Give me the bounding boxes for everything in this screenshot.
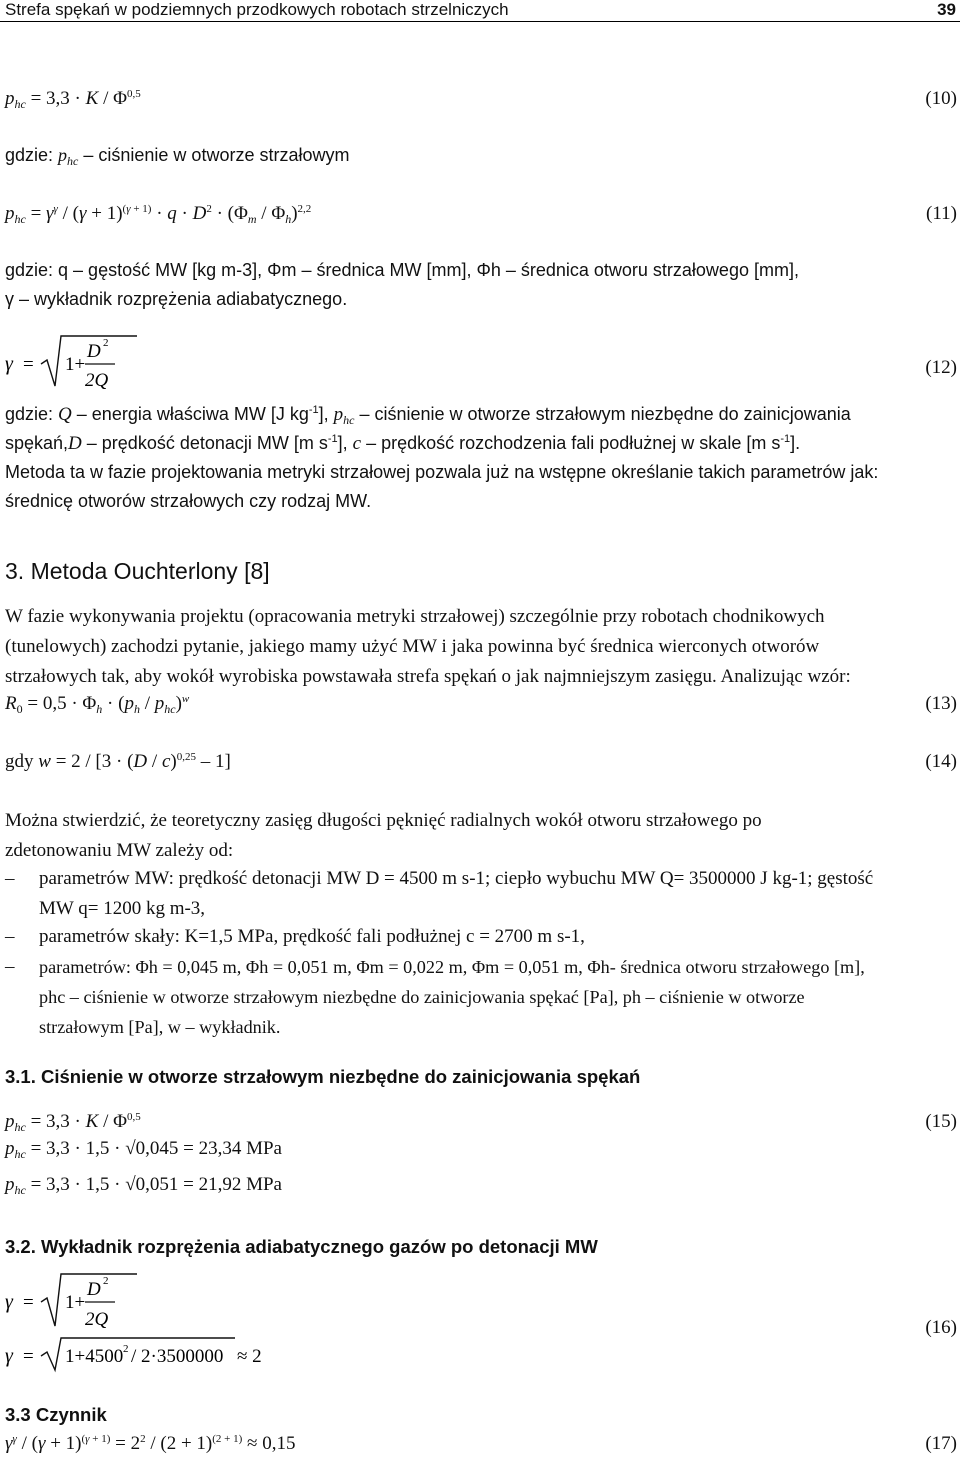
definitions-eq12-line2: spękań,D – prędkość detonacji MW [m $s^{-1}$], c – prędkość rozchodzenia fali podłużnej w skale [m $s^{-1}$]. — [5, 433, 801, 454]
section-3-line1: W fazie wykonywania projektu (opracowania metryki strzałowej) szczególnie przy robotach chodnikowych — [5, 606, 825, 627]
equation-16-formula — [5, 1270, 305, 1380]
svg-text:/ 2·3500000: / 2·3500000 — [131, 1346, 224, 1367]
list-item-3-line3: strzałowym [Pa], w – wykładnik. — [39, 1017, 281, 1037]
svg-text:D: D — [87, 1279, 101, 1300]
equation-15-body: $p_{hc} = 3,3 \cdot K / \Phi^{0,5}$ — [5, 1111, 141, 1134]
conclusion-paragraph — [5, 806, 957, 866]
list-item-3-line1: parametrów: Φh = 0,045 m, Φh = 0,051 m, Φm = 0,022 m, Φm = 0,051 m, Φh- średnica otworu strzałowego [m], — [39, 957, 865, 977]
equation-15-result-1: = 3,3 · 1,5 · √0,045 = 23,34 MPa — [30, 1138, 282, 1159]
svg-text:1+: 1+ — [65, 1292, 86, 1313]
conclusion-line1: Można stwierdzić, że teoretyczny zasięg długości pęknięć radialnych wokół otworu strzałowego po — [5, 810, 762, 831]
svg-text:γ: γ — [5, 1345, 13, 1367]
section-3-2-heading: 3.2. Wykładnik rozprężenia adiabatycznego gazów po detonacji MW — [5, 1236, 598, 1257]
svg-text:=: = — [23, 354, 34, 375]
svg-text:2: 2 — [103, 337, 109, 349]
running-header — [0, 0, 960, 22]
equation-10-body: $p_{hc} = 3,3 \cdot K / \Phi^{0,5}$ — [5, 88, 141, 111]
svg-text:1+4500: 1+4500 — [65, 1346, 124, 1367]
section-3-3-heading: 3.3 Czynnik — [5, 1404, 107, 1425]
section-3-heading: 3. Metoda Ouchterlony [8] — [5, 558, 270, 584]
equation-15-calc-2: $p_{hc} = 3,3 \cdot 1,5 \cdot √0,051 = 21,92$ MPa — [5, 1174, 282, 1197]
svg-text:γ: γ — [5, 1291, 13, 1313]
svg-text:≈ 2: ≈ 2 — [237, 1346, 262, 1367]
svg-text:1+: 1+ — [65, 354, 86, 375]
definitions-eq12-line4: średnicę otworów strzałowych czy rodzaj MW. — [5, 491, 372, 511]
conclusion-line2: zdetonowaniu MW zależy od: — [5, 840, 234, 861]
definitions-eq12-line3: Metoda ta w fazie projektowania metryki strzałowej pozwala już na wstępne określanie takich parametrów jak: — [5, 462, 879, 482]
definitions-eq11-line1: gdzie: q – gęstość MW [kg m-3], Φm – średnica MW [mm], Φh – średnica otworu strzałowego [mm], — [5, 260, 799, 280]
equation-11-body: $p_{hc} = \gamma^\gamma / (\gamma + 1)^{(\gamma + 1)} \cdot q \cdot D^2 \cdot (\Phi_m / \Phi_h)^{2,2}$ — [5, 203, 312, 226]
definition-phc: gdzie: $p_{hc}$ – ciśnienie w otworze strzałowym — [5, 145, 350, 168]
section-3-line2: (tunelowych) zachodzi pytanie, jakiego mamy użyć MW i jaka powinna być średnica wierconych otworów — [5, 636, 820, 657]
equation-14 — [5, 748, 957, 776]
equation-14-body: gdy w = 2 / [3 · (D / c)$^{0,25}$ – 1] — [5, 751, 231, 772]
equation-10-number: (10) — [925, 88, 957, 109]
list-item-1-line2: MW q= 1200 kg m-3, — [39, 898, 206, 919]
equation-15 — [5, 1108, 957, 1136]
definitions-eq12 — [5, 400, 957, 516]
equation-13-body: $R_0 = 0,5 \cdot \Phi_h \cdot (p_h / p_{hc})^w$ — [5, 693, 190, 716]
parameter-list — [5, 864, 957, 1044]
equation-16 — [5, 1270, 957, 1380]
section-3-line3: strzałowych tak, aby wokół wyrobiska powstawała strefa spękań o jak najmniejszym zasięgu. Analizując wzór: — [5, 666, 851, 687]
equation-16-number: (16) — [925, 1317, 957, 1338]
equation-13-number: (13) — [925, 693, 957, 714]
svg-text:2Q: 2Q — [85, 1309, 109, 1330]
section-3-paragraph — [5, 602, 957, 692]
equation-15-calc-1: $p_{hc} = 3,3 \cdot 1,5 \cdot √0,045 = 23,34$ MPa — [5, 1138, 282, 1161]
equation-15-number: (15) — [925, 1111, 957, 1132]
svg-text:D: D — [87, 341, 101, 362]
list-dash: – — [5, 956, 15, 977]
equation-15-result-2: = 3,3 · 1,5 · √0,051 = 21,92 MPa — [30, 1174, 282, 1195]
definitions-eq11 — [5, 256, 957, 314]
definitions-eq12-line1: gdzie: Q – energia właściwa MW [J $kg^{-1}$], $p_{hc}$ – ciśnienie w otworze strzałowym niezbędne do zainicjowania — [5, 404, 851, 427]
list-dash: – — [5, 868, 15, 889]
svg-text:=: = — [23, 1346, 34, 1367]
header-rule — [0, 21, 960, 22]
svg-text:2Q: 2Q — [85, 370, 109, 391]
equation-10 — [5, 85, 957, 113]
svg-text:γ: γ — [5, 353, 13, 375]
equation-11 — [5, 200, 957, 228]
svg-text:=: = — [23, 1292, 34, 1313]
equation-11-number: (11) — [926, 203, 957, 224]
svg-text:2: 2 — [103, 1275, 109, 1287]
equation-14-number: (14) — [925, 751, 957, 772]
section-3-1-heading: 3.1. Ciśnienie w otworze strzałowym niezbędne do zainicjowania spękań — [5, 1066, 641, 1087]
definition-phc-text: ciśnienie w otworze strzałowym — [98, 145, 350, 165]
equation-12-formula — [5, 328, 145, 398]
svg-text:2: 2 — [123, 1343, 129, 1355]
equation-17-number: (17) — [925, 1433, 957, 1454]
list-item-3-line2: phc – ciśnienie w otworze strzałowym niezbędne do zainicjowania spękać [Pa], ph – ciśnienie w otworze — [39, 987, 805, 1007]
equation-12 — [5, 328, 957, 398]
equation-12-number: (12) — [925, 357, 957, 378]
definitions-eq11-line2: γ – wykładnik rozprężenia adiabatycznego. — [5, 289, 348, 309]
list-item-2-line1: parametrów skały: K=1,5 MPa, prędkość fali podłużnej c = 2700 m s-1, — [39, 926, 585, 947]
list-dash: – — [5, 926, 15, 947]
equation-17-body: $\gamma^\gamma / (\gamma + 1)^{(\gamma + 1)} = 2^2 / (2 + 1)^{(2 + 1)} \approx 0,15$ — [5, 1433, 296, 1454]
running-title: Strefa spękań w podziemnych przodkowych robotach strzelniczych — [5, 0, 509, 19]
list-item-1-line1: parametrów MW: prędkość detonacji MW D = 4500 m s-1; ciepło wybuchu MW Q= 3500000 J kg-1; gęstość — [39, 868, 874, 889]
page-number: 39 — [937, 0, 956, 19]
equation-13 — [5, 690, 957, 718]
equation-17 — [5, 1430, 957, 1458]
